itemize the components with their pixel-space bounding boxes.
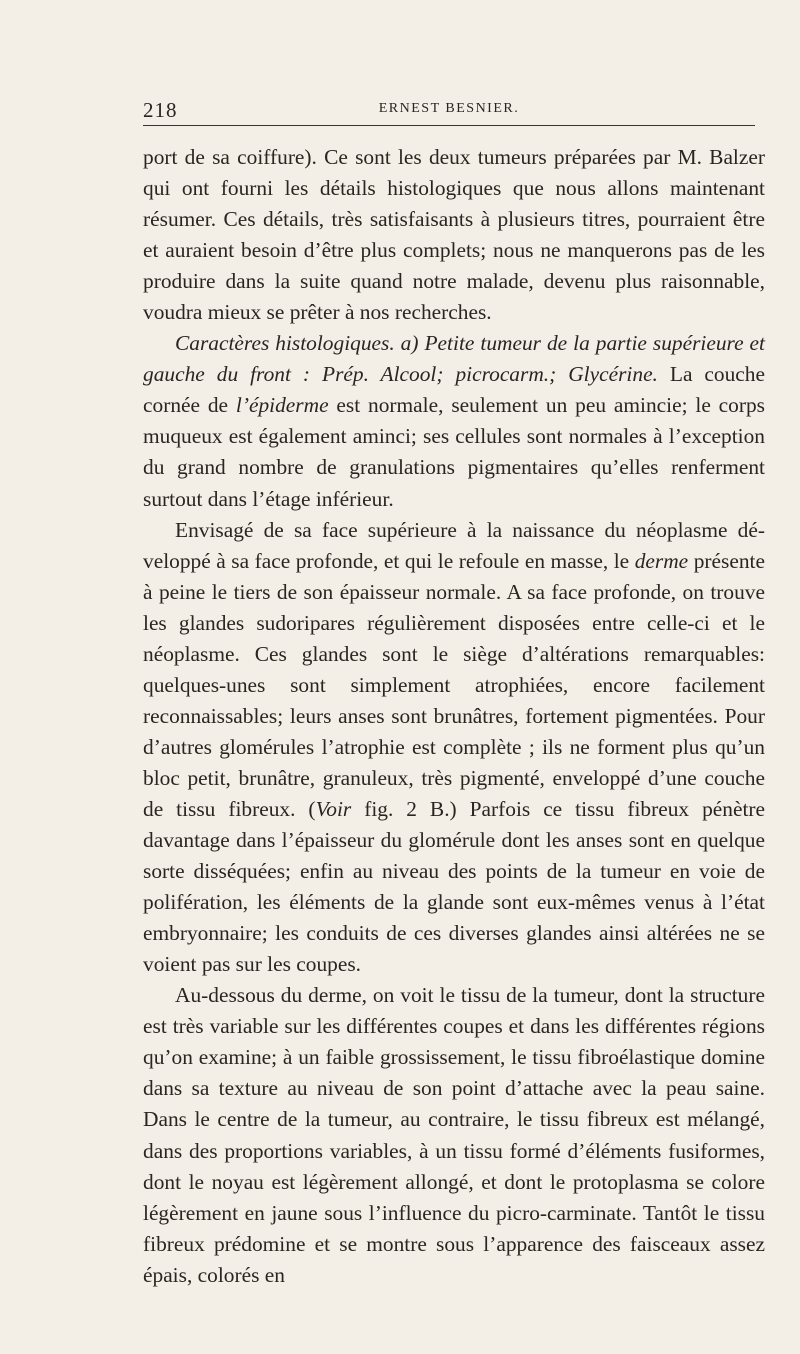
text-segment: Au-dessous du derme, on voit le tissu de la tumeur, dont la structure est très variable sur les différentes coupes et dans les différentes régions qu’on examine; à un faible grossissement, le tissu fibroélastique domine dans sa texture au niveau de son point d’attache avec la peau saine. Dans le centre de la tumeur, au contraire, le tissu fibreux est mélangé, dans des proportions variables, à un tissu formé d’éléments fusiformes, dont le noyau est légèrement allongé, et dont le protoplasma se colore légèrement en jaune sous l’influence du picro-carminate. Tantôt le tissu fibreux prédomine et se montre sous l’apparence des faisceaux assez épais, colorés en	[143, 983, 765, 1287]
italic-text: derme	[634, 548, 689, 573]
body-text	[143, 142, 765, 1291]
header-rule	[143, 125, 755, 126]
running-head	[143, 98, 755, 124]
running-title: ERNEST BESNIER.	[378, 101, 520, 116]
paragraph	[143, 515, 765, 981]
paragraph	[143, 980, 765, 1290]
text-segment: fig. 2 B.) Parfois ce tissu fibreux pénètre davantage dans l’épaisseur du glomérule dont les anses sont en quelque sorte disséquées; enfin au niveau des points de la tumeur en voie de polifération, les éléments de la glande sont eux-mêmes venus à l’état embryonnaire; les conduits de ces diverses glandes ainsi altérées ne se voient pas sur les coupes.	[143, 796, 766, 977]
paragraph	[143, 328, 765, 514]
page-number: 218	[143, 98, 178, 122]
text-segment: La couche cornée de	[143, 362, 765, 418]
paragraph	[143, 142, 765, 328]
italic-text: Caractères histologiques. a) Petite tumeur de la partie supérieure et gauche du front : Prép. Alcool; picrocarm.; Glycérine.	[143, 331, 765, 387]
text-segment: présente à peine le tiers de son épaisseur normale. A sa face profonde, on trouve les glandes sudoripares régulièrement disposées entre celle-ci et le néoplasme. Ces glandes sont le siège d’altérations remarquables: quelques-unes sont simplement atrophiées, encore facilement reconnaissables; leurs anses sont brunâtres, fortement pigmentées. Pour d’autres glomérules l’atrophie est complète ; ils ne forment plus qu’un bloc petit, brunâtre, granuleux, très pigmenté, enveloppé d’une couche de tissu fibreux. (	[143, 548, 765, 821]
text-segment: port de sa coiffure). Ce sont les deux tumeurs préparées par M. Balzer qui ont fourni les détails histologiques que nous allons maintenant résumer. Ces détails, très satisfaisants à plusieurs titres, pourraient être et auraient besoin d’être plus complets; nous ne manquerons pas de les produire dans la suite quand notre malade, devenu plus raisonnable, voudra mieux se prêter à nos recherches.	[143, 145, 765, 325]
italic-text: l’épiderme	[235, 393, 329, 418]
text-segment: Envisagé de sa face supérieure à la naissance du néoplasme développé à sa face profonde, et qui le refoule en masse, le	[143, 517, 765, 573]
italic-text: Voir	[315, 796, 352, 821]
text-segment: est normale, seulement un peu amincie; le corps muqueux est également aminci; ses cellules sont normales à l’exception du grand nombre de granulations pigmentaires qu’elles renferment surtout dans l’étage inférieur.	[143, 393, 765, 511]
